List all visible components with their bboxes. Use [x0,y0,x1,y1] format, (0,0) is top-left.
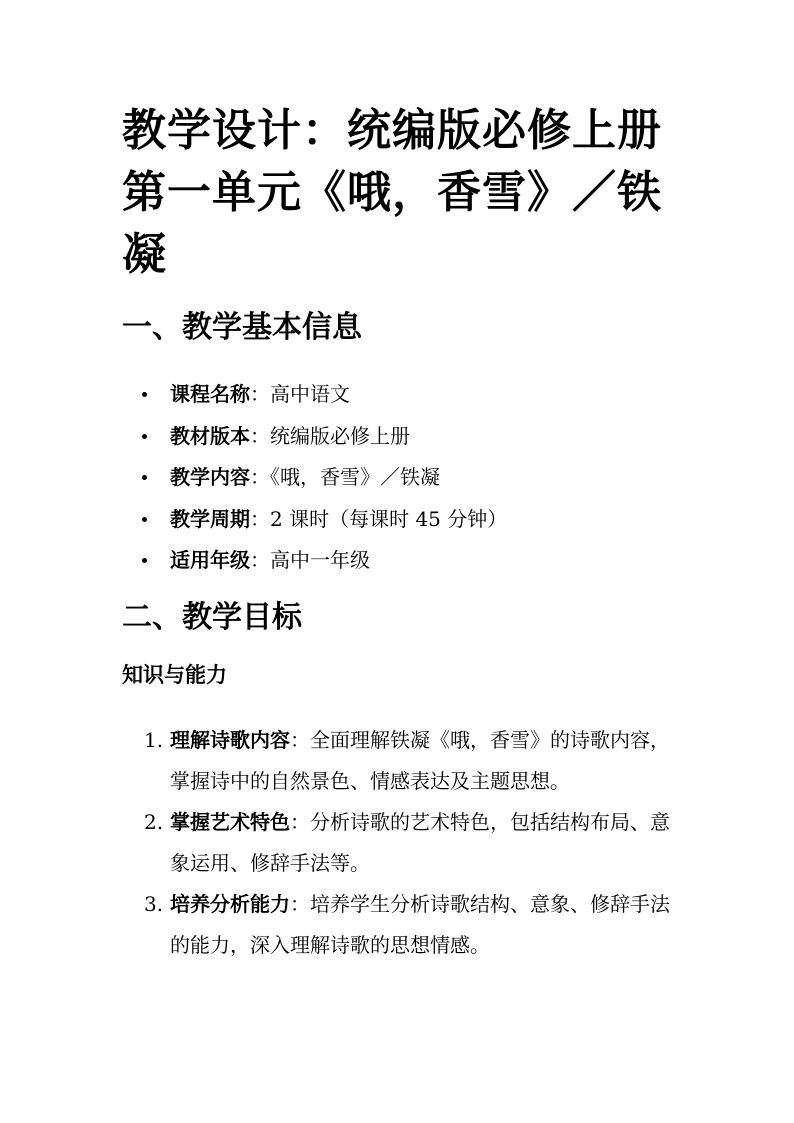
list-item [122,884,682,966]
bullet-icon [142,475,147,480]
info-value: 高中语文 [270,382,350,406]
goal-number: 3. [144,892,164,916]
info-label: 适用年级 [170,548,250,572]
list-item [122,802,682,884]
info-separator: ： [250,423,270,448]
sub-heading-knowledge: 知识与能力 [122,663,227,687]
info-value: 《哦，香雪》／铁凝 [270,465,440,489]
goal-number: 2. [144,810,164,834]
section-heading-goals: 二、教学目标 [122,600,302,635]
info-separator: ： [250,548,270,572]
bullet-icon [142,517,147,522]
bullet-icon [142,392,147,397]
goal-label: 理解诗歌内容 [170,728,290,752]
bullet-icon [142,434,147,439]
goal-separator: ： [290,892,310,916]
info-label: 教学内容 [170,465,250,489]
goal-text: 全面理解铁凝《哦，香雪》的诗歌内容，掌握诗中的自然景色、情感表达及主题思想。 [170,728,670,793]
info-label: 课程名称 [170,382,250,406]
list-item [122,422,682,450]
basic-info-list [122,380,682,574]
list-item [122,380,682,408]
goal-text: 培养学生分析诗歌结构、意象、修辞手法的能力，深入理解诗歌的思想情感。 [170,892,670,957]
info-value: 统编版必修上册 [270,423,410,448]
list-item [122,463,682,491]
info-label: 教学周期 [170,506,250,531]
info-value: 2 课时（每课时 45 分钟） [270,506,508,531]
info-separator: ： [250,465,270,489]
section-heading-basic-info: 一、教学基本信息 [122,310,362,345]
document-title: 教学设计：统编版必修上册第一单元《哦，香雪》／铁凝 [122,105,662,280]
goal-separator: ： [290,728,310,752]
info-separator: ： [250,382,270,406]
goal-separator: ： [290,810,310,834]
document-page [122,100,682,966]
bullet-icon [142,558,147,563]
goal-text: 分析诗歌的艺术特色，包括结构布局、意象运用、修辞手法等。 [170,810,670,875]
list-item [122,546,682,574]
goal-label: 培养分析能力 [170,892,290,916]
goal-label: 掌握艺术特色 [170,810,290,834]
list-item [122,720,682,802]
goal-list [122,720,682,966]
goal-number: 1. [144,728,164,752]
info-label: 教材版本 [170,423,250,448]
info-separator: ： [250,506,270,531]
list-item [122,505,682,533]
info-value: 高中一年级 [270,548,370,572]
